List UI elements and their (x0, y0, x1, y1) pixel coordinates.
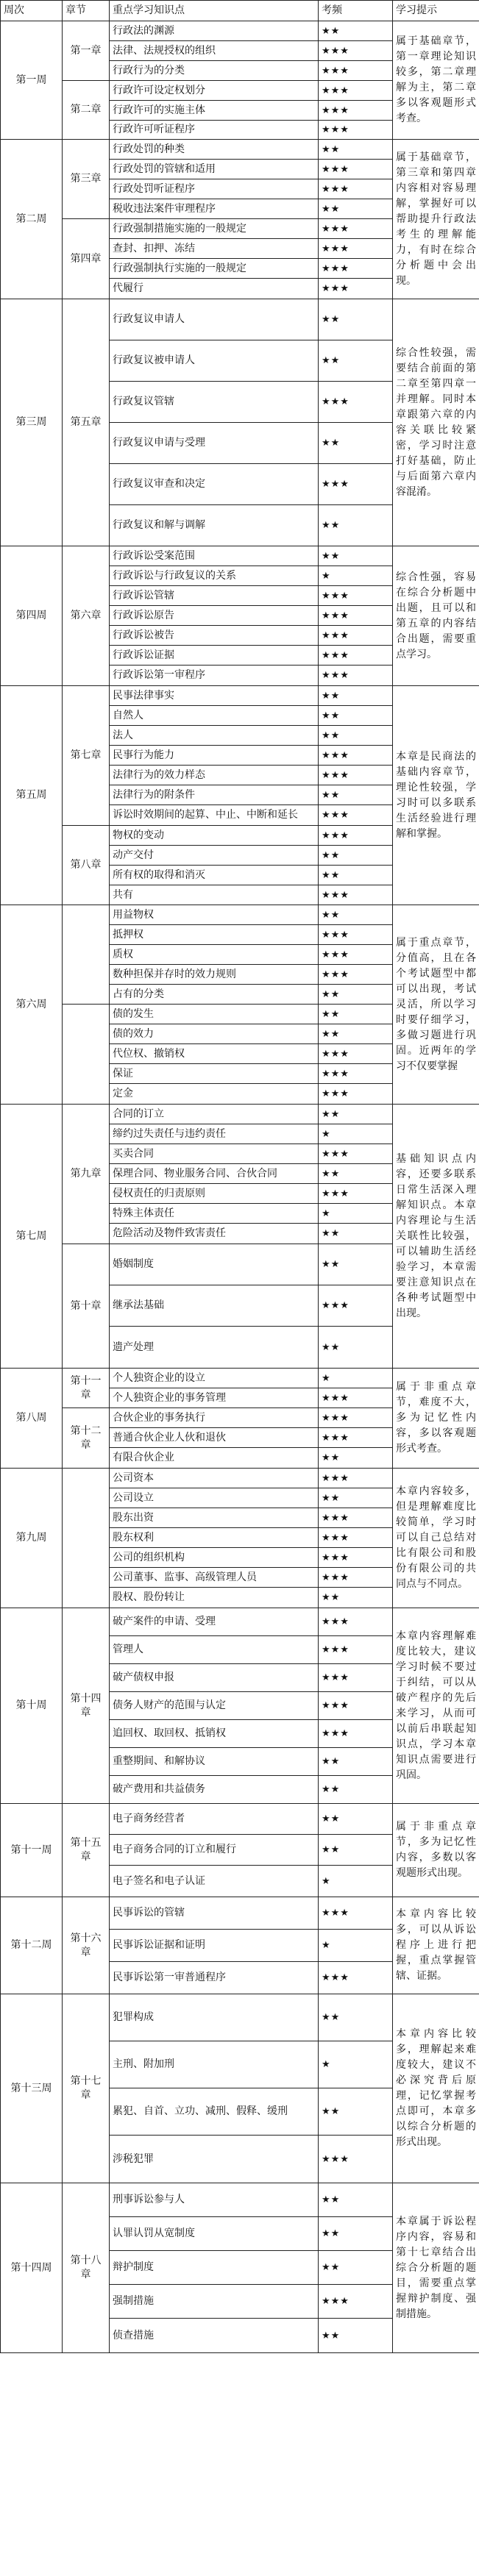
frequency-stars: ★★★ (319, 1692, 393, 1720)
topic-cell: 公司董事、监事、高级管理人员 (110, 1568, 319, 1588)
frequency-stars: ★★ (319, 423, 393, 464)
topic-cell: 债的发生 (110, 1005, 319, 1024)
frequency-stars: ★★ (319, 2251, 393, 2285)
frequency-stars: ★★ (319, 1327, 393, 1369)
topic-cell: 行政强制执行实施的一般规定 (110, 259, 319, 279)
topic-cell: 动产交付 (110, 846, 319, 866)
frequency-stars: ★★★ (319, 626, 393, 646)
study-tip-cell: 本章内容理解难度比较大，建议学习时候不要过于纠结，可以从破产程序的先后来学习，从而可以前后串联起知识点，学习本章知识点需要进行巩固。 (393, 1608, 479, 1804)
chapter-cell: 第七章 (63, 686, 110, 826)
week-cell: 第十周 (1, 1608, 63, 1804)
topic-cell: 行政复议申请与受理 (110, 423, 319, 464)
frequency-stars: ★★★ (319, 160, 393, 179)
topic-cell: 行政诉讼与行政复议的关系 (110, 566, 319, 586)
frequency-stars: ★★★ (319, 1528, 393, 1548)
topic-cell: 追回权、取回权、抵销权 (110, 1720, 319, 1748)
frequency-stars: ★★ (319, 726, 393, 746)
frequency-stars: ★★ (319, 985, 393, 1005)
frequency-stars: ★★ (319, 199, 393, 219)
topic-cell: 民事诉讼的管辖 (110, 1897, 319, 1930)
frequency-stars: ★★★ (319, 1508, 393, 1528)
topic-cell: 占有的分类 (110, 985, 319, 1005)
topic-cell: 破产费用和共益债务 (110, 1776, 319, 1804)
chapter-cell (63, 1469, 110, 1608)
frequency-stars: ★★ (319, 846, 393, 866)
chapter-cell: 第十二章 (63, 1408, 110, 1469)
topic-cell: 危险活动及物件致害责任 (110, 1224, 319, 1244)
topic-cell: 刑事诉讼参与人 (110, 2183, 319, 2217)
frequency-stars: ★★★ (319, 179, 393, 199)
frequency-stars: ★★★ (319, 1720, 393, 1748)
frequency-stars: ★★ (319, 299, 393, 340)
topic-cell: 电子商务合同的订立和履行 (110, 1835, 319, 1866)
week-cell: 第十二周 (1, 1897, 63, 1994)
chapter-cell: 第九章 (63, 1105, 110, 1244)
frequency-stars: ★ (319, 1369, 393, 1388)
topic-cell: 婚姻制度 (110, 1244, 319, 1285)
topic-cell: 管理人 (110, 1636, 319, 1664)
topic-cell: 破产案件的申请、受理 (110, 1608, 319, 1636)
chapter-cell (63, 905, 110, 1005)
topic-cell: 股东权利 (110, 1528, 319, 1548)
table-row (1, 1105, 479, 1124)
week-cell: 第九周 (1, 1469, 63, 1608)
study-tip-cell: 属于非重点章节，多为记忆性内容，多数以客观题形式出现。 (393, 1804, 479, 1897)
topic-cell: 行政强制措施实施的一般规定 (110, 219, 319, 239)
topic-cell: 数种担保并存时的效力规则 (110, 965, 319, 985)
frequency-stars: ★★ (319, 21, 393, 41)
week-cell: 第七周 (1, 1105, 63, 1369)
topic-cell: 行政诉讼证据 (110, 646, 319, 666)
frequency-stars: ★★★ (319, 586, 393, 606)
frequency-stars: ★★★ (319, 259, 393, 279)
frequency-stars: ★★ (319, 1835, 393, 1866)
topic-cell: 公司资本 (110, 1469, 319, 1488)
topic-cell: 共有 (110, 885, 319, 905)
topic-cell: 辩护制度 (110, 2251, 319, 2285)
header-tip: 学习提示 (393, 1, 479, 21)
study-tip-cell: 本章内容比较多，理解起来难度较大，建议不必深究背后原理，记忆掌握考点即可，本章多以综合分析题的形式出现。 (393, 1994, 479, 2183)
frequency-stars: ★★★ (319, 81, 393, 101)
frequency-stars: ★★ (319, 1105, 393, 1124)
table-row (1, 1608, 479, 1636)
frequency-stars: ★★ (319, 546, 393, 566)
frequency-stars: ★★ (319, 1804, 393, 1835)
topic-cell: 股东出资 (110, 1508, 319, 1528)
frequency-stars: ★★★ (319, 925, 393, 945)
topic-cell: 行政复议管辖 (110, 382, 319, 423)
frequency-stars: ★★★ (319, 1897, 393, 1930)
topic-cell: 合同的订立 (110, 1105, 319, 1124)
chapter-cell (63, 1005, 110, 1105)
chapter-cell: 第十八章 (63, 2183, 110, 2353)
frequency-stars: ★★★ (319, 219, 393, 239)
frequency-stars: ★★ (319, 1776, 393, 1804)
frequency-stars: ★★★ (319, 945, 393, 965)
frequency-stars: ★★★ (319, 41, 393, 61)
topic-cell: 侵权责任的归责原则 (110, 1184, 319, 1204)
table-row (1, 140, 479, 160)
frequency-stars: ★★★ (319, 279, 393, 299)
frequency-stars: ★★★ (319, 666, 393, 686)
table-row (1, 1804, 479, 1835)
chapter-cell: 第十七章 (63, 1994, 110, 2183)
chapter-cell: 第五章 (63, 299, 110, 546)
frequency-stars: ★ (319, 1204, 393, 1224)
header-week: 周次 (1, 1, 63, 21)
frequency-stars: ★★ (319, 2183, 393, 2217)
frequency-stars: ★★★ (319, 606, 393, 626)
study-tip-cell: 基础知识点内容，还要多联系日常生活深入理解知识点。本章内容理论与生活关联性比较强，可以辅助生活经验学习，本章需要注意知识点在各种考试题型中出现。 (393, 1105, 479, 1369)
frequency-stars: ★★ (319, 866, 393, 885)
week-cell: 第三周 (1, 299, 63, 546)
topic-cell: 行政许可设定权划分 (110, 81, 319, 101)
frequency-stars: ★ (319, 2041, 393, 2088)
topic-cell: 债的效力 (110, 1024, 319, 1044)
topic-cell: 民事诉讼证据和证明 (110, 1930, 319, 1962)
topic-cell: 查封、扣押、冻结 (110, 239, 319, 259)
topic-cell: 行政诉讼被告 (110, 626, 319, 646)
frequency-stars: ★★★ (319, 965, 393, 985)
header-topic: 重点学习知识点 (110, 1, 319, 21)
table-row (1, 299, 479, 340)
table-row (1, 905, 479, 925)
frequency-stars: ★★★ (319, 1548, 393, 1568)
table-row (1, 1994, 479, 2041)
frequency-stars: ★★★ (319, 101, 393, 121)
topic-cell: 股权、股份转让 (110, 1588, 319, 1608)
frequency-stars: ★★★ (319, 464, 393, 505)
frequency-stars: ★★★ (319, 1044, 393, 1064)
frequency-stars: ★★★ (319, 1568, 393, 1588)
frequency-stars: ★★ (319, 706, 393, 726)
frequency-stars: ★ (319, 1124, 393, 1144)
topic-cell: 普通合伙企业人伙和退伙 (110, 1428, 319, 1448)
frequency-stars: ★★ (319, 1448, 393, 1469)
topic-cell: 行政法的渊源 (110, 21, 319, 41)
table-row (1, 1897, 479, 1930)
frequency-stars: ★ (319, 1866, 393, 1897)
frequency-stars: ★★★ (319, 2136, 393, 2183)
topic-cell: 行政处罚听证程序 (110, 179, 319, 199)
chapter-cell: 第一章 (63, 21, 110, 81)
frequency-stars: ★★★ (319, 1608, 393, 1636)
frequency-stars: ★★ (319, 1005, 393, 1024)
topic-cell: 自然人 (110, 706, 319, 726)
topic-cell: 行政复议被申请人 (110, 340, 319, 382)
chapter-cell: 第八章 (63, 826, 110, 905)
chapter-cell: 第十五章 (63, 1804, 110, 1897)
topic-cell: 继承法基础 (110, 1285, 319, 1327)
frequency-stars: ★★ (319, 686, 393, 706)
topic-cell: 行政诉讼原告 (110, 606, 319, 626)
frequency-stars: ★★ (319, 1224, 393, 1244)
topic-cell: 行政诉讼受案范围 (110, 546, 319, 566)
study-tip-cell: 属于基础章节，第一章理论知识较多，第二章理解为主，第二章多以客观题形式考查。 (393, 21, 479, 140)
frequency-stars: ★★ (319, 1994, 393, 2041)
topic-cell: 法律行为的效力样态 (110, 766, 319, 785)
topic-cell: 主刑、附加刑 (110, 2041, 319, 2088)
topic-cell: 代履行 (110, 279, 319, 299)
header-row (1, 1, 479, 21)
week-cell: 第十三周 (1, 1994, 63, 2183)
topic-cell: 电子签名和电子认证 (110, 1866, 319, 1897)
table-row (1, 686, 479, 706)
topic-cell: 认罪认罚从宽制度 (110, 2217, 319, 2251)
frequency-stars: ★★★ (319, 1184, 393, 1204)
frequency-stars: ★★★ (319, 1664, 393, 1692)
frequency-stars: ★★★ (319, 61, 393, 81)
frequency-stars: ★★ (319, 2217, 393, 2251)
frequency-stars: ★★★ (319, 1285, 393, 1327)
topic-cell: 个人独资企业的事务管理 (110, 1388, 319, 1408)
topic-cell: 累犯、自首、立功、减刑、假释、缓刑 (110, 2088, 319, 2136)
topic-cell: 保理合同、物业服务合同、合伙合同 (110, 1164, 319, 1184)
topic-cell: 民事法律事实 (110, 686, 319, 706)
frequency-stars: ★★★ (319, 1064, 393, 1084)
week-cell: 第四周 (1, 546, 63, 686)
chapter-cell: 第六章 (63, 546, 110, 686)
frequency-stars: ★★★ (319, 885, 393, 905)
topic-cell: 公司设立 (110, 1488, 319, 1508)
week-cell: 第六周 (1, 905, 63, 1105)
topic-cell: 缔约过失责任与违约责任 (110, 1124, 319, 1144)
frequency-stars: ★★ (319, 140, 393, 160)
study-tip-cell: 综合性较强，需要结合前面的第二章至第四章一并理解。同时本章跟第六章的内容关联比较紧密，学习时注意打好基础，防止与后面第六章内容混淆。 (393, 299, 479, 546)
frequency-stars: ★★ (319, 340, 393, 382)
topic-cell: 有限合伙企业 (110, 1448, 319, 1469)
table-row (1, 1369, 479, 1388)
topic-cell: 税收违法案件审理程序 (110, 199, 319, 219)
table-body (1, 21, 479, 2353)
topic-cell: 涉税犯罪 (110, 2136, 319, 2183)
topic-cell: 代位权、撤销权 (110, 1044, 319, 1064)
study-tip-cell: 属于非重点章节，难度不大，多为记忆性内容，多以客观题形式考查。 (393, 1369, 479, 1469)
table-row (1, 546, 479, 566)
topic-cell: 抵押权 (110, 925, 319, 945)
frequency-stars: ★★★ (319, 1144, 393, 1164)
frequency-stars: ★★ (319, 905, 393, 925)
frequency-stars: ★★★ (319, 121, 393, 140)
topic-cell: 犯罪构成 (110, 1994, 319, 2041)
frequency-stars: ★★★ (319, 1388, 393, 1408)
topic-cell: 民事行为能力 (110, 746, 319, 766)
frequency-stars: ★★ (319, 785, 393, 805)
week-cell: 第二周 (1, 140, 63, 299)
topic-cell: 行政诉讼管辖 (110, 586, 319, 606)
frequency-stars: ★★ (319, 1748, 393, 1776)
frequency-stars: ★★★ (319, 746, 393, 766)
frequency-stars: ★★★ (319, 2285, 393, 2319)
study-tip-cell: 本章是民商法的基础内容章节，理论性较强，学习时可以多联系生活经验进行理解和掌握。 (393, 686, 479, 905)
topic-cell: 个人独资企业的设立 (110, 1369, 319, 1388)
chapter-cell: 第三章 (63, 140, 110, 219)
study-tip-cell: 本章属于诉讼程序内容，容易和第十七章结合出综合分析题的题目，需要重点掌握辩护制度、强制措施。 (393, 2183, 479, 2353)
study-tip-cell: 属于基础章节，第三章和第四章内容相对容易理解，掌握好可以帮助提升行政法考生的理解能力，有时在综合分析题中会出现。 (393, 140, 479, 299)
topic-cell: 物权的变动 (110, 826, 319, 846)
topic-cell: 行政处罚的管辖和适用 (110, 160, 319, 179)
study-tip-cell: 本章内容比较多，可以从诉讼程序上进行把握，重点掌握管辖、证据。 (393, 1897, 479, 1994)
frequency-stars: ★★★ (319, 1636, 393, 1664)
topic-cell: 法律、法规授权的组织 (110, 41, 319, 61)
frequency-stars: ★★★ (319, 1962, 393, 1994)
frequency-stars: ★★★ (319, 826, 393, 846)
week-cell: 第一周 (1, 21, 63, 140)
topic-cell: 电子商务经营者 (110, 1804, 319, 1835)
topic-cell: 法人 (110, 726, 319, 746)
topic-cell: 买卖合同 (110, 1144, 319, 1164)
topic-cell: 行政许可的实施主体 (110, 101, 319, 121)
chapter-cell: 第十一章 (63, 1369, 110, 1408)
topic-cell: 强制措施 (110, 2285, 319, 2319)
frequency-stars: ★★ (319, 1588, 393, 1608)
frequency-stars: ★★ (319, 2088, 393, 2136)
frequency-stars: ★★ (319, 2319, 393, 2353)
frequency-stars: ★ (319, 1930, 393, 1962)
study-tip-cell: 属于重点章节，分值高，且在各个考试题型中都可以出现，考试灵活，所以学习时要仔细学习，多做习题进行巩固。近两年的学习不仅要掌握 (393, 905, 479, 1105)
topic-cell: 特殊主体责任 (110, 1204, 319, 1224)
topic-cell: 债务人财产的范围与认定 (110, 1692, 319, 1720)
study-tip-cell: 综合性强，容易在综合分析题中出题，且可以和第五章的内容结合出题，需要重点学习。 (393, 546, 479, 686)
topic-cell: 诉讼时效期间的起算、中止、中断和延长 (110, 805, 319, 826)
topic-cell: 民事诉讼第一审普通程序 (110, 1962, 319, 1994)
frequency-stars: ★★ (319, 505, 393, 546)
week-cell: 第五周 (1, 686, 63, 905)
chapter-cell: 第十章 (63, 1244, 110, 1369)
frequency-stars: ★★ (319, 1164, 393, 1184)
frequency-stars: ★★ (319, 1488, 393, 1508)
topic-cell: 质权 (110, 945, 319, 965)
topic-cell: 法律行为的附条件 (110, 785, 319, 805)
frequency-stars: ★★★ (319, 1428, 393, 1448)
chapter-cell: 第十六章 (63, 1897, 110, 1994)
frequency-stars: ★★★ (319, 1469, 393, 1488)
topic-cell: 破产债权申报 (110, 1664, 319, 1692)
topic-cell: 合伙企业的事务执行 (110, 1408, 319, 1428)
study-tip-cell: 本章内容较多，但是理解难度比较简单，学习时可以自己总结对比有限公司和股份有限公司的共同点与不同点。 (393, 1469, 479, 1608)
chapter-cell: 第十四章 (63, 1608, 110, 1804)
topic-cell: 行政处罚的种类 (110, 140, 319, 160)
header-frequency: 考频 (319, 1, 393, 21)
header-chapter: 章节 (63, 1, 110, 21)
chapter-cell: 第二章 (63, 81, 110, 140)
topic-cell: 定金 (110, 1084, 319, 1105)
topic-cell: 行政行为的分类 (110, 61, 319, 81)
frequency-stars: ★★★ (319, 1408, 393, 1428)
frequency-stars: ★★★ (319, 382, 393, 423)
topic-cell: 行政许可听证程序 (110, 121, 319, 140)
frequency-stars: ★★★ (319, 239, 393, 259)
frequency-stars: ★ (319, 566, 393, 586)
frequency-stars: ★★★ (319, 1084, 393, 1105)
frequency-stars: ★★ (319, 1244, 393, 1285)
week-cell: 第十一周 (1, 1804, 63, 1897)
topic-cell: 保证 (110, 1064, 319, 1084)
frequency-stars: ★★ (319, 1024, 393, 1044)
frequency-stars: ★★★ (319, 805, 393, 826)
topic-cell: 行政诉讼第一审程序 (110, 666, 319, 686)
topic-cell: 行政复议和解与调解 (110, 505, 319, 546)
topic-cell: 重整期间、和解协议 (110, 1748, 319, 1776)
frequency-stars: ★★★ (319, 766, 393, 785)
chapter-cell: 第四章 (63, 219, 110, 299)
table-row (1, 2183, 479, 2217)
topic-cell: 行政复议申请人 (110, 299, 319, 340)
topic-cell: 用益物权 (110, 905, 319, 925)
table-row (1, 1469, 479, 1488)
frequency-stars: ★★★ (319, 646, 393, 666)
week-cell: 第八周 (1, 1369, 63, 1469)
topic-cell: 公司的组织机构 (110, 1548, 319, 1568)
topic-cell: 行政复议审查和决定 (110, 464, 319, 505)
topic-cell: 所有权的取得和消灭 (110, 866, 319, 885)
topic-cell: 遗产处理 (110, 1327, 319, 1369)
table-row (1, 21, 479, 41)
week-cell: 第十四周 (1, 2183, 63, 2353)
topic-cell: 侦查措施 (110, 2319, 319, 2353)
